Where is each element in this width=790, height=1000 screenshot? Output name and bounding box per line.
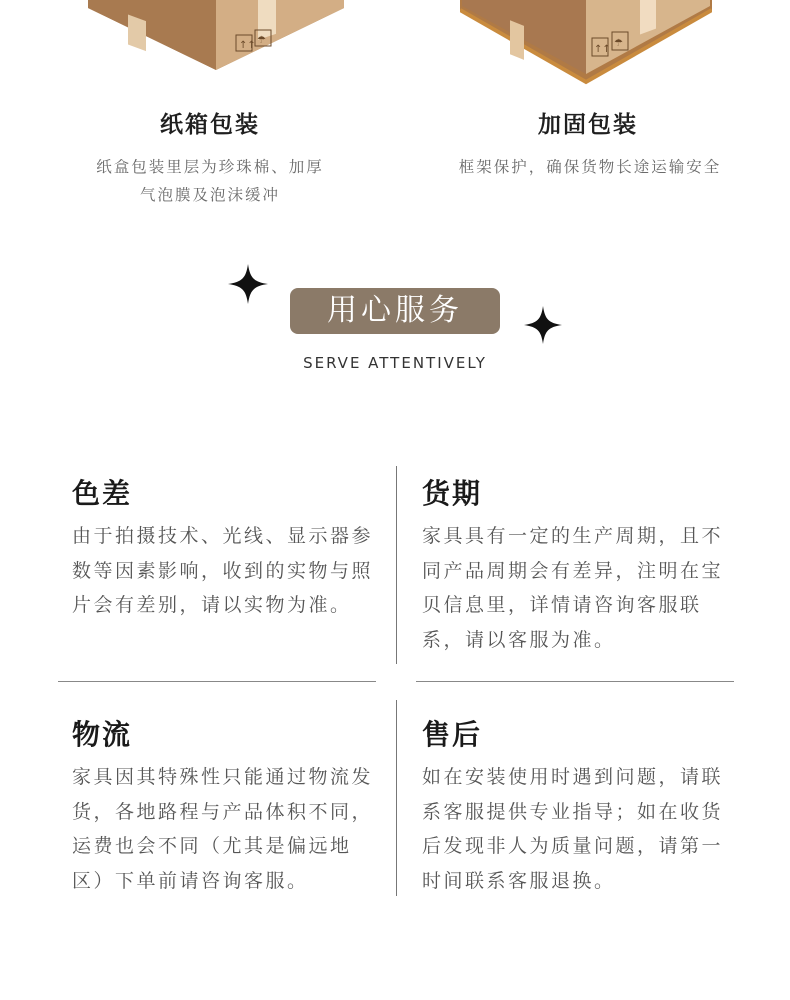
- carton-pack-title: 纸箱包装: [160, 111, 260, 138]
- svg-text:☂: ☂: [614, 38, 623, 49]
- horizontal-divider: [58, 681, 376, 682]
- svg-text:↑↑: ↑↑: [239, 40, 256, 51]
- carton-pack-desc: [60, 153, 360, 209]
- svg-text:↑↑: ↑↑: [594, 44, 611, 55]
- svg-text:☂: ☂: [257, 35, 266, 46]
- carton-pack-desc-line: 气泡膜及泡沫缓冲: [139, 186, 280, 204]
- card-title-logistics: 物流: [72, 718, 133, 751]
- card-body-delivery: 家具具有一定的生产周期，且不同产品周期会有差异，注明在宝贝信息里，详情请咨询客服联系，请以客服为准。: [422, 525, 724, 651]
- vertical-divider: [396, 700, 397, 896]
- card-title-color-diff: 色差: [72, 477, 133, 510]
- card-body-after-sales: 如在安装使用时遇到问题，请联系客服提供专业指导；如在收货后发现非人为质量问题，请第一时间联系客服退换。: [422, 766, 724, 892]
- sparkle-icon: [524, 306, 562, 344]
- card-title-delivery: 货期: [422, 477, 483, 510]
- reinforced-pack-desc: [430, 153, 750, 181]
- card-body-color-diff: 由于拍摄技术、光线、显示器参数等因素影响，收到的实物与照片会有差别，请以实物为准。: [72, 525, 374, 616]
- sparkle-icon: [228, 264, 268, 304]
- reinforced-box-image: [460, 0, 712, 86]
- section-title: 用心服务: [290, 288, 500, 334]
- reinforced-pack-title: 加固包装: [538, 111, 638, 138]
- reinforced-pack-desc-line: 框架保护，确保货物长途运输安全: [458, 158, 722, 176]
- vertical-divider: [396, 466, 397, 664]
- card-body-logistics: 家具因其特殊性只能通过物流发货，各地路程与产品体积不同，运费也会不同（尤其是偏远地区）下单前请咨询客服。: [72, 766, 374, 892]
- carton-box-image: [88, 0, 344, 72]
- card-title-after-sales: 售后: [422, 718, 483, 751]
- section-subtitle: SERVE ATTENTIVELY: [303, 354, 487, 372]
- horizontal-divider: [416, 681, 734, 682]
- carton-pack-desc-line: 纸盒包装里层为珍珠棉、加厚: [96, 158, 324, 176]
